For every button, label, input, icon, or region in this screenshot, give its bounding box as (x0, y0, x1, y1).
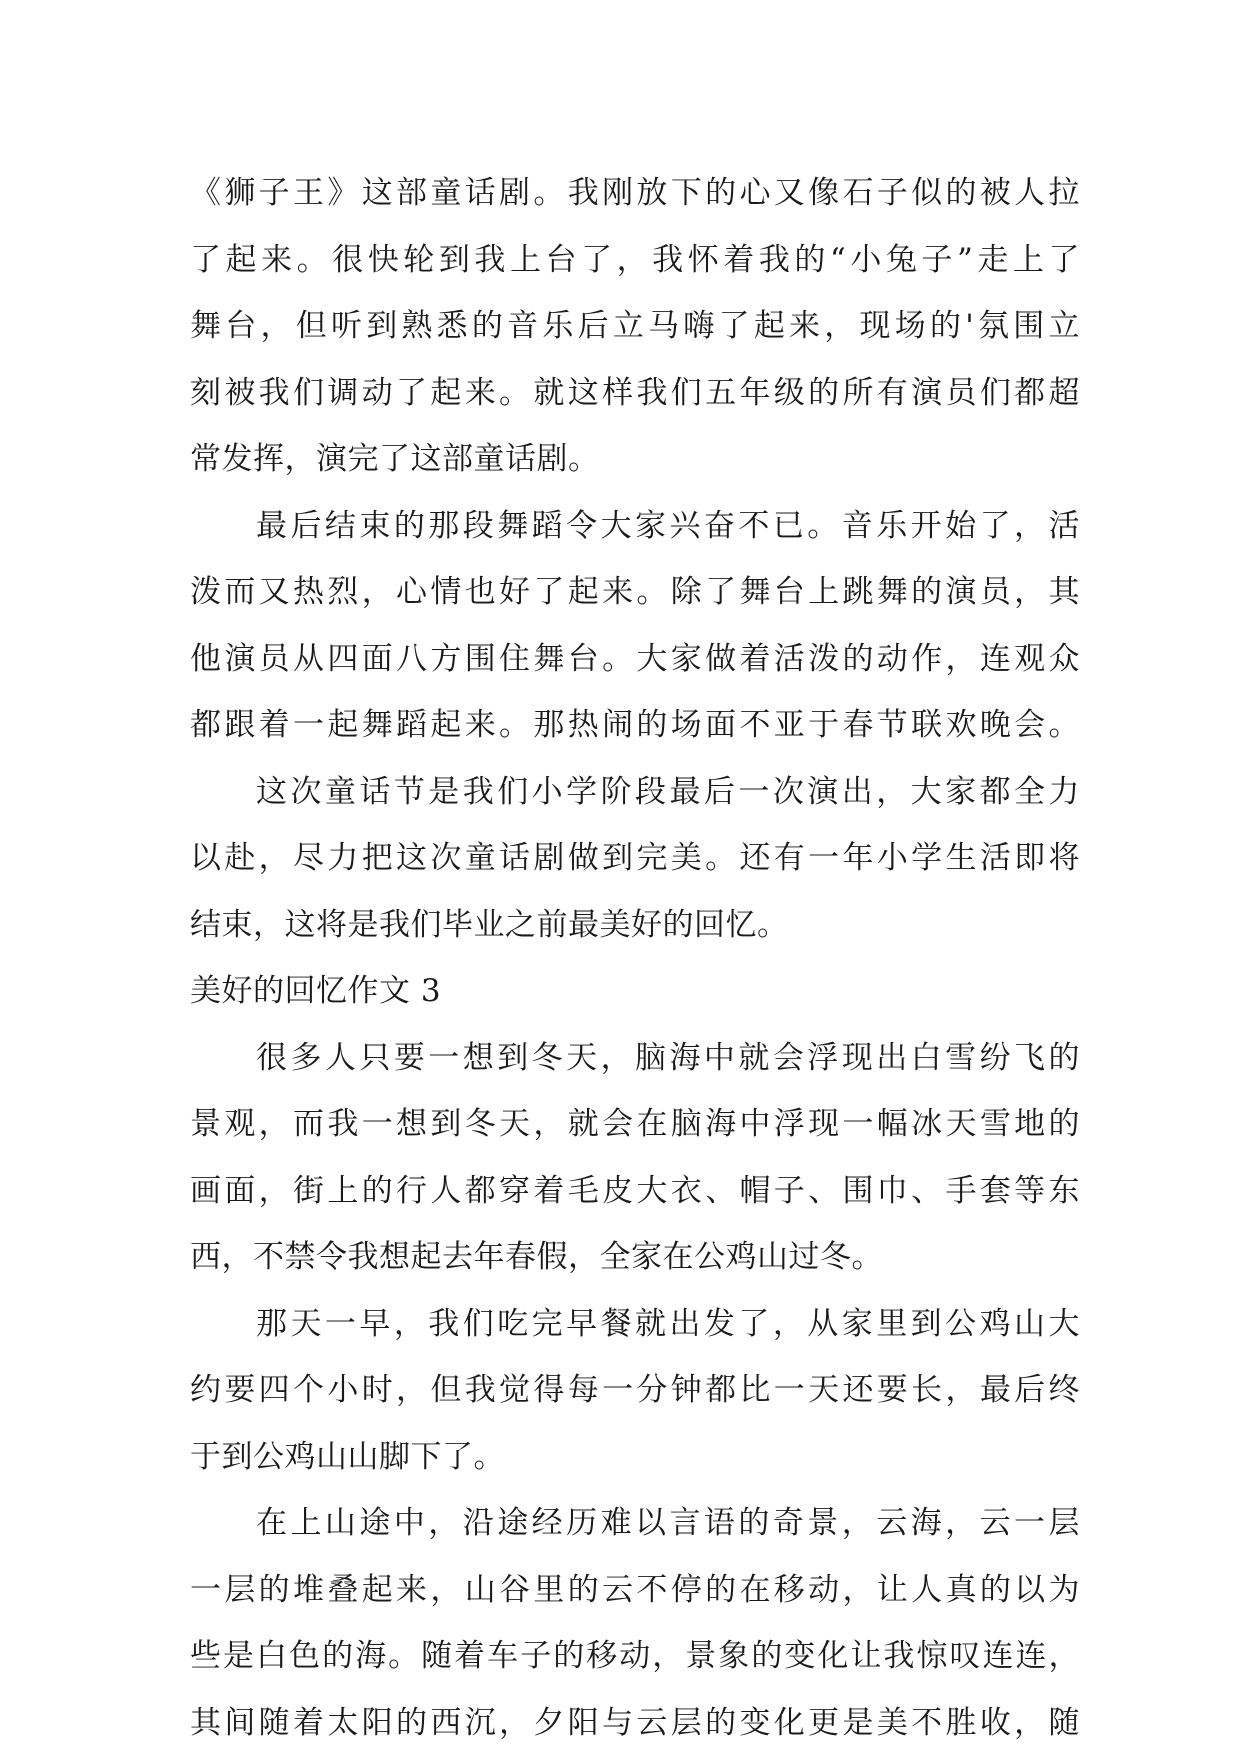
section-heading: 美好的回忆作文 3 (190, 958, 1080, 1025)
paragraph-start-line: 在上山途中，沿途经历难以言语的奇景，云海，云一层 (190, 1490, 1080, 1557)
paragraph-start-line: 这次童话节是我们小学阶段最后一次演出，大家都全力 (190, 759, 1080, 826)
text-line: 于到公鸡山山脚下了。 (190, 1424, 1080, 1491)
text-line: 泼而又热烈，心情也好了起来。除了舞台上跳舞的演员，其 (190, 559, 1080, 626)
text-line: 刻被我们调动了起来。就这样我们五年级的所有演员们都超 (190, 360, 1080, 427)
text-line: 了起来。很快轮到我上台了，我怀着我的“小兔子”走上了 (190, 227, 1080, 294)
text-line: 结束，这将是我们毕业之前最美好的回忆。 (190, 892, 1080, 959)
text-line: 都跟着一起舞蹈起来。那热闹的场面不亚于春节联欢晚会。 (190, 692, 1080, 759)
text-line: 以赴，尽力把这次童话剧做到完美。还有一年小学生活即将 (190, 825, 1080, 892)
text-line: 约要四个小时，但我觉得每一分钟都比一天还要长，最后终 (190, 1357, 1080, 1424)
text-line: 一层的堆叠起来，山谷里的云不停的在移动，让人真的以为 (190, 1557, 1080, 1624)
paragraph-start-line: 很多人只要一想到冬天，脑海中就会浮现出白雪纷飞的 (190, 1025, 1080, 1092)
text-line: 西，不禁令我想起去年春假，全家在公鸡山过冬。 (190, 1224, 1080, 1291)
text-line: 景观，而我一想到冬天，就会在脑海中浮现一幅冰天雪地的 (190, 1091, 1080, 1158)
text-line: 些是白色的海。随着车子的移动，景象的变化让我惊叹连连， (190, 1623, 1080, 1690)
paragraph-start-line: 最后结束的那段舞蹈令大家兴奋不已。音乐开始了，活 (190, 493, 1080, 560)
text-line: 舞台，但听到熟悉的音乐后立马嗨了起来，现场的'氛围立 (190, 293, 1080, 360)
text-line: 《狮子王》这部童话剧。我刚放下的心又像石子似的被人拉 (190, 160, 1080, 227)
text-line: 其间随着太阳的西沉，夕阳与云层的变化更是美不胜收，随 (190, 1690, 1080, 1756)
text-line: 常发挥，演完了这部童话剧。 (190, 426, 1080, 493)
text-line: 画面，街上的行人都穿着毛皮大衣、帽子、围巾、手套等东 (190, 1158, 1080, 1225)
text-line: 他演员从四面八方围住舞台。大家做着活泼的动作，连观众 (190, 626, 1080, 693)
paragraph-start-line: 那天一早，我们吃完早餐就出发了，从家里到公鸡山大 (190, 1291, 1080, 1358)
document-body (190, 160, 1080, 1756)
